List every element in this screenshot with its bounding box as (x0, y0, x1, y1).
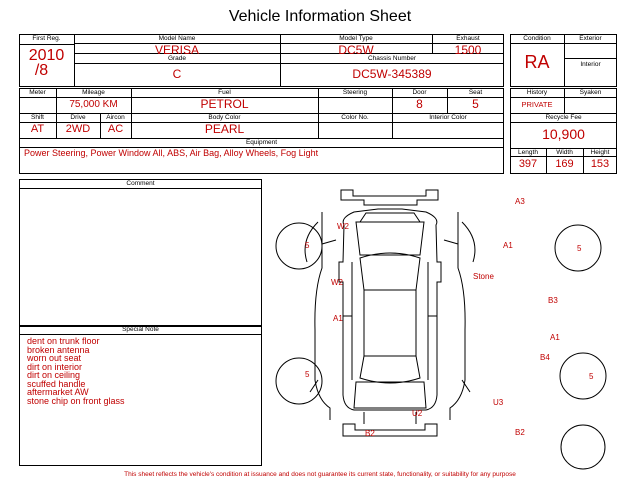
damage-mark-a1-left: A1 (333, 314, 343, 323)
tire-fl-mark: 5 (305, 241, 310, 250)
damage-mark-b2-right: B2 (515, 428, 525, 437)
exterior-label: Exterior (579, 35, 602, 42)
recycle-fee-label: Recycle Fee (545, 114, 582, 121)
exhaust-label: Exhaust (456, 35, 480, 42)
special-note-list (27, 337, 125, 405)
special-note-label: Special Note (122, 326, 159, 333)
damage-mark-b2-left: B2 (365, 429, 375, 438)
seat-value: 5 (472, 97, 479, 111)
interior-label: Interior (580, 61, 601, 68)
damage-mark-a1-right: A1 (550, 333, 560, 342)
comment-label: Comment (126, 180, 155, 187)
special-note-item: stone chip on front glass (27, 395, 125, 406)
special-note-item: broken antenna (27, 344, 90, 355)
chassis-label: Chassis Number (367, 55, 417, 62)
damage-mark-a1-hood: A1 (503, 241, 513, 250)
syaken-label: Syaken (579, 89, 602, 96)
recycle-fee-value: 10,900 (542, 126, 585, 142)
aircon-value: AC (107, 123, 124, 135)
width-label: Width (556, 149, 573, 156)
mileage-value: 75,000 KM (69, 99, 118, 110)
model-type-label: Model Type (339, 35, 373, 42)
damage-mark-stone: Stone (473, 272, 494, 281)
chassis-value: DC5W-345389 (352, 67, 432, 81)
drive-value: 2WD (65, 123, 91, 135)
body-color-value: PEARL (204, 122, 245, 136)
fuel-value: PETROL (200, 97, 249, 111)
aircon-label: Aircon (106, 114, 125, 121)
model-name-value: VERISA (154, 43, 199, 57)
tire-fr-mark: 5 (577, 244, 582, 253)
shift-value: AT (30, 123, 45, 135)
door-label: Door (412, 89, 427, 96)
fuel-label: Fuel (218, 89, 231, 96)
history-label: History (526, 89, 548, 96)
length-label: Length (518, 149, 538, 156)
model-type-value: DC5W (338, 43, 374, 57)
car-damage-diagram (265, 178, 635, 470)
damage-mark-u3: U3 (493, 398, 504, 407)
special-note-item: dent on trunk floor (27, 336, 100, 346)
condition-grade: RA (524, 52, 550, 72)
grade-label: Grade (167, 55, 187, 62)
damage-mark-b4: B4 (540, 353, 550, 362)
equipment-value: Power Steering, Power Window All, ABS, Air Bag, Alloy Wheels, Fog Light (24, 148, 319, 158)
height-value: 153 (590, 158, 610, 170)
seat-label: Seat (468, 89, 483, 96)
first-reg-label: First Reg. (32, 35, 61, 42)
sheet-title: Vehicle Information Sheet (228, 8, 412, 25)
meter-label: Meter (29, 89, 46, 96)
tire-rr-mark: 5 (589, 372, 594, 381)
model-name-label: Model Name (158, 35, 196, 42)
special-note-item: dirt on ceiling (27, 370, 81, 380)
comment-box (19, 179, 262, 326)
shift-label: Shift (30, 114, 44, 121)
width-value: 169 (555, 158, 574, 170)
history-value: PRIVATE (521, 100, 553, 109)
body-color-label: Body Color (208, 114, 241, 121)
grade-value: C (172, 67, 182, 81)
special-note-item: dirt on interior (27, 361, 83, 372)
interior-color-label: Interior Color (429, 114, 467, 121)
color-no-label: Color No. (341, 114, 369, 121)
steering-label: Steering (342, 89, 368, 96)
special-note-item: worn out seat (27, 353, 82, 363)
length-value: 397 (518, 158, 538, 170)
mileage-label: Mileage (82, 89, 105, 96)
damage-mark-u2: U2 (412, 409, 423, 418)
special-note-item: aftermarket AW (27, 387, 89, 397)
drive-label: Drive (70, 114, 86, 121)
special-note-item: scuffed handle (27, 378, 86, 389)
exhaust-value: 1500 (454, 43, 482, 57)
height-label: Height (590, 149, 610, 156)
damage-mark-w2-side: W2 (331, 278, 343, 287)
door-value: 8 (416, 97, 423, 111)
equipment-label: Equipment (245, 139, 278, 146)
tire-rl-mark: 5 (305, 370, 310, 379)
damage-mark-b3: B3 (548, 296, 558, 305)
disclaimer-footer: This sheet reflects the vehicle's condition at issuance and does not guarantee its current state, functionality, or suitability for any purpose (124, 471, 516, 478)
damage-mark-a3: A3 (515, 197, 525, 206)
first-reg-month: /8 (34, 62, 49, 79)
condition-label: Condition (523, 35, 551, 42)
damage-mark-w2-top: W2 (337, 222, 349, 231)
first-reg-year: 2010 (28, 47, 65, 64)
